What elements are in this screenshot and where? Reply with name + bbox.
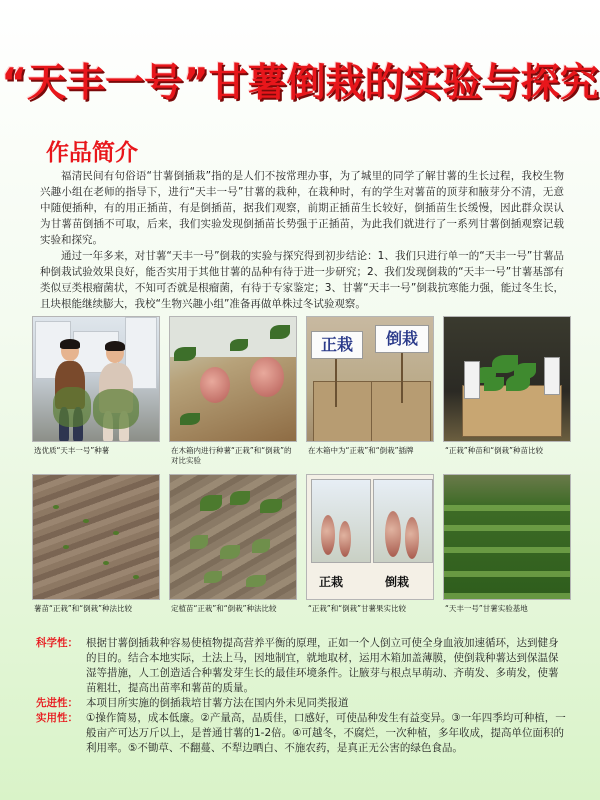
photo-cell-6 [169, 474, 297, 624]
sign-daozai: 倒栽 [375, 325, 429, 353]
intro-paragraph-1: 福清民间有句俗语“甘薯倒插栽”指的是人们不按常理办事，为了城里的同学了解甘薯的生长过程，我校生物兴趣小组在老师的指导下，进行“天丰一号”甘薯的栽种，在栽种时，有的学生对薯苗的顶芽和腋芽分不清，无意中随便插种，有的用正插苗，有是倒插苗，据我们观察，前期正插苗生长较好，倒插苗生长缓慢，因此群众误认为甘薯苗倒插不可取，后来，我们实验发现倒插苗长势强于正插苗，为此我们就进行了一系列甘薯倒插观察记载实验和探究。 [40, 170, 564, 246]
photo-cell-7 [306, 474, 434, 624]
photo-grid [32, 316, 572, 624]
photo-caption-4: “正栽”种苗和“倒栽”种苗比较 [445, 446, 544, 455]
photo-seedlings-comparison [443, 316, 571, 442]
photo-caption-7: “正栽”和“倒栽”甘薯果实比较 [308, 604, 407, 613]
intro-paragraph-2: 通过一年多来，对甘薯“天丰一号”倒栽的实验与探究得到初步结论：1、我们只进行单一的“天丰一号”甘薯品种倒栽试验效果良好，能否实用于其他甘薯的品种有待于进一步研究；2、我们发现倒栽的“天丰一号”甘薯基部有类似豆类根瘤菌状，不知可否就是根瘤菌，有待于专家鉴定；3、甘薯“天丰一号”倒栽抗寒能力强，能过冬生长，且块根能继续膨大，我校“生物兴趣小组”准备再做单株过冬试验观察。 [40, 250, 564, 310]
property-text: 本项目所实施的倒插栽培甘薯方法在国内外未见同类报道 [86, 697, 349, 709]
properties-section [36, 636, 566, 756]
photo-label-zhengzai: 正栽 [319, 575, 344, 589]
photo-label-daozai: 倒栽 [385, 575, 410, 589]
photo-caption-3: 在木箱中为“正栽”和“倒栽”插牌 [308, 446, 414, 455]
photo-signs-in-box [306, 316, 434, 442]
photo-cell-8 [443, 474, 571, 624]
photo-caption-8: “天丰一号”甘薯实验基地 [445, 604, 528, 613]
photo-cell-2 [169, 316, 297, 466]
property-label: 实用性： [36, 712, 78, 724]
property-scientific [36, 636, 566, 696]
photo-cell-5 [32, 474, 160, 624]
photo-caption-1: 选优质“天丰一号”种薯 [34, 446, 110, 455]
photo-cell-4 [443, 316, 571, 466]
poster-title: “天丰一号”甘薯倒栽的实验与探究 [1, 61, 599, 106]
property-label: 科学性： [36, 637, 78, 649]
section-heading: 作品简介 [46, 140, 138, 166]
photo-caption-5: 薯苗“正栽”和“倒栽”种法比较 [34, 604, 133, 613]
property-label: 先进性： [36, 697, 78, 709]
photo-caption-6: 定植苗“正栽”和“倒栽”种法比较 [171, 604, 277, 613]
photo-seedling-planting-soil [32, 474, 160, 600]
property-advanced [36, 696, 566, 711]
photo-children-with-seed-potatoes [32, 316, 160, 442]
property-text: 根据甘薯倒插栽种容易使植物提高营养平衡的原理，正如一个人倒立可使全身血液加速循环，达到健身的目的。结合本地实际，土法上马，因地制宜，就地取材，运用木箱加盖薄膜，使倒栽种薯达到保温保湿等措施，人工创造适合种薯发芽生长的最佳环境条件。让腋芽与根点早萌动、齐萌发、多萌发，使薯苗粗壮，提高出苗率和薯苗的质量。 [86, 637, 559, 694]
property-text: ①操作简易，成本低廉。②产量高，品质佳，口感好，可使品种发生有益变异。③一年四季均可种植，一般亩产可达万斤以上，是普通甘薯的1-2倍。④可越冬，不腐烂，一次种植，多年收成，提高单位面积的利用率。⑤不锄草、不翻蔓、不犁边晒白、不施农药，是真正无公害的绿色食品。 [86, 712, 566, 754]
photo-cell-3 [306, 316, 434, 466]
property-practical [36, 711, 566, 756]
photo-caption-2: 在木箱内进行种薯“正栽”和“倒栽”的对比实验 [171, 446, 292, 465]
intro-text [40, 168, 564, 312]
photo-experiment-field [443, 474, 571, 600]
photo-potatoes-in-box [169, 316, 297, 442]
sign-zhengzai: 正栽 [311, 331, 363, 359]
photo-transplanted-seedlings [169, 474, 297, 600]
photo-cell-1 [32, 316, 160, 466]
photo-fruit-comparison [306, 474, 434, 600]
